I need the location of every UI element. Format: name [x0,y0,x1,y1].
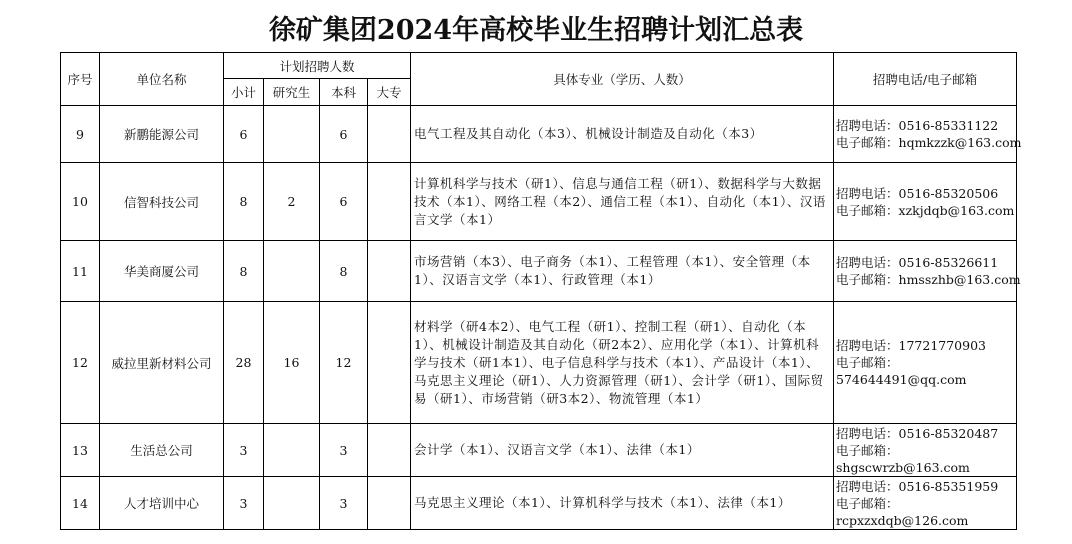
header-plan: 计划招聘人数 [224,53,411,79]
header-seq: 序号 [61,53,100,106]
cell-college [368,477,411,530]
cell-contact [834,106,1022,163]
header-major: 具体专业（学历、人数） [411,53,834,106]
contact-email: hqmkzzk@163.com [898,135,1022,150]
header-college: 大专 [368,79,411,106]
cell-major: 材料学（研4本2）、电气工程（研1）、控制工程（研1）、自动化（本1）、机械设计制造及其自动化（研2本2）、应用化学（本1）、计算机科学与技术（研1本1）、电子信息科学与技术（本1）、产品设计（本1）、马克思主义理论（研1）、人力资源管理（研1）、会计学（研1）、国际贸易（研1）、市场营销（研3本2）、物流管理（本1） [411,302,834,424]
cell-college [368,302,411,424]
cell-seq: 10 [61,163,100,241]
cell-subtotal: 3 [224,477,264,530]
table-row [61,424,1017,477]
cell-subtotal: 6 [224,106,264,163]
cell-contact [834,424,1017,477]
cell-bachelor: 6 [320,163,368,241]
recruitment-table [60,52,1022,530]
table-row [61,302,1017,424]
cell-subtotal: 8 [224,241,264,302]
header-unit: 单位名称 [100,53,224,106]
cell-graduate: 16 [264,302,320,424]
contact-email-label: 电子邮箱： [836,442,899,458]
contact-email-label: 电子邮箱： [836,135,899,150]
contact-email: rcpxzxdqb@126.com [836,512,969,528]
cell-contact [834,241,1021,302]
cell-bachelor: 3 [320,424,368,477]
cell-major: 马克思主义理论（本1）、计算机科学与技术（本1）、法律（本1） [411,477,834,530]
cell-subtotal: 8 [224,163,264,241]
cell-seq: 13 [61,424,100,477]
cell-seq: 11 [61,241,100,302]
contact-phone: 招聘电话：0516-85320487 [836,425,999,441]
cell-graduate [264,241,320,302]
cell-major: 电气工程及其自动化（本3）、机械设计制造及自动化（本3） [411,106,834,163]
table-row [61,241,1017,302]
cell-graduate: 2 [264,163,320,241]
header-bachelor: 本科 [320,79,368,106]
cell-unit: 威拉里新材料公司 [100,302,224,424]
table-row [61,163,1017,241]
cell-college [368,424,411,477]
contact-email-label: 电子邮箱： [836,495,899,511]
cell-graduate [264,424,320,477]
cell-bachelor: 8 [320,241,368,302]
cell-seq: 14 [61,477,100,530]
contact-email-label: 电子邮箱： [836,272,899,287]
contact-phone: 招聘电话：0516-85326611 [836,255,999,270]
contact-email-line [836,134,1022,151]
header-subtotal: 小计 [224,79,264,106]
contact-email-line [836,202,1016,219]
cell-major: 会计学（本1）、汉语言文学（本1）、法律（本1） [411,424,834,477]
cell-graduate [264,106,320,163]
cell-bachelor: 6 [320,106,368,163]
cell-subtotal: 3 [224,424,264,477]
cell-subtotal: 28 [224,302,264,424]
cell-unit: 生活总公司 [100,424,224,477]
contact-phone: 招聘电话：0516-85331122 [836,118,999,133]
contact-phone: 招聘电话：17721770903 [836,338,986,353]
table-row [61,477,1017,530]
cell-college [368,241,411,302]
cell-seq: 9 [61,106,100,163]
header-graduate: 研究生 [264,79,320,106]
cell-major: 市场营销（本3）、电子商务（本1）、工程管理（本1）、安全管理（本1）、汉语言文学（本1）、行政管理（本1） [411,241,834,302]
contact-email: xzkjdqb@163.com [898,202,1015,218]
cell-contact [834,477,1017,530]
contact-email-label: 电子邮箱： [836,355,899,370]
contact-email: hmsszhb@163.com [898,272,1021,287]
cell-college [368,106,411,163]
cell-contact [834,163,1017,241]
cell-contact [834,302,1017,424]
cell-unit: 人才培训中心 [100,477,224,530]
cell-unit: 信智科技公司 [100,163,224,241]
contact-email: 574644491@qq.com [836,372,967,387]
cell-unit: 新鹏能源公司 [100,106,224,163]
cell-seq: 12 [61,302,100,424]
contact-email: shgscwrzb@163.com [836,459,970,475]
contact-email-line [836,271,1021,288]
table-row [61,106,1017,163]
contact-phone: 招聘电话：0516-85320506 [836,185,999,201]
cell-unit: 华美商厦公司 [100,241,224,302]
cell-major: 计算机科学与技术（研1）、信息与通信工程（研1）、数据科学与大数据技术（本1）、网络工程（本2）、通信工程（本1）、自动化（本1）、汉语言文学（本1） [411,163,834,241]
cell-bachelor: 12 [320,302,368,424]
contact-email-label: 电子邮箱： [836,202,899,218]
contact-phone: 招聘电话：0516-85351959 [836,478,999,494]
cell-bachelor: 3 [320,477,368,530]
cell-college [368,163,411,241]
header-contact: 招聘电话/电子邮箱 [834,53,1017,106]
cell-graduate [264,477,320,530]
page-title: 徐矿集团2024年高校毕业生招聘计划汇总表 [268,15,804,46]
